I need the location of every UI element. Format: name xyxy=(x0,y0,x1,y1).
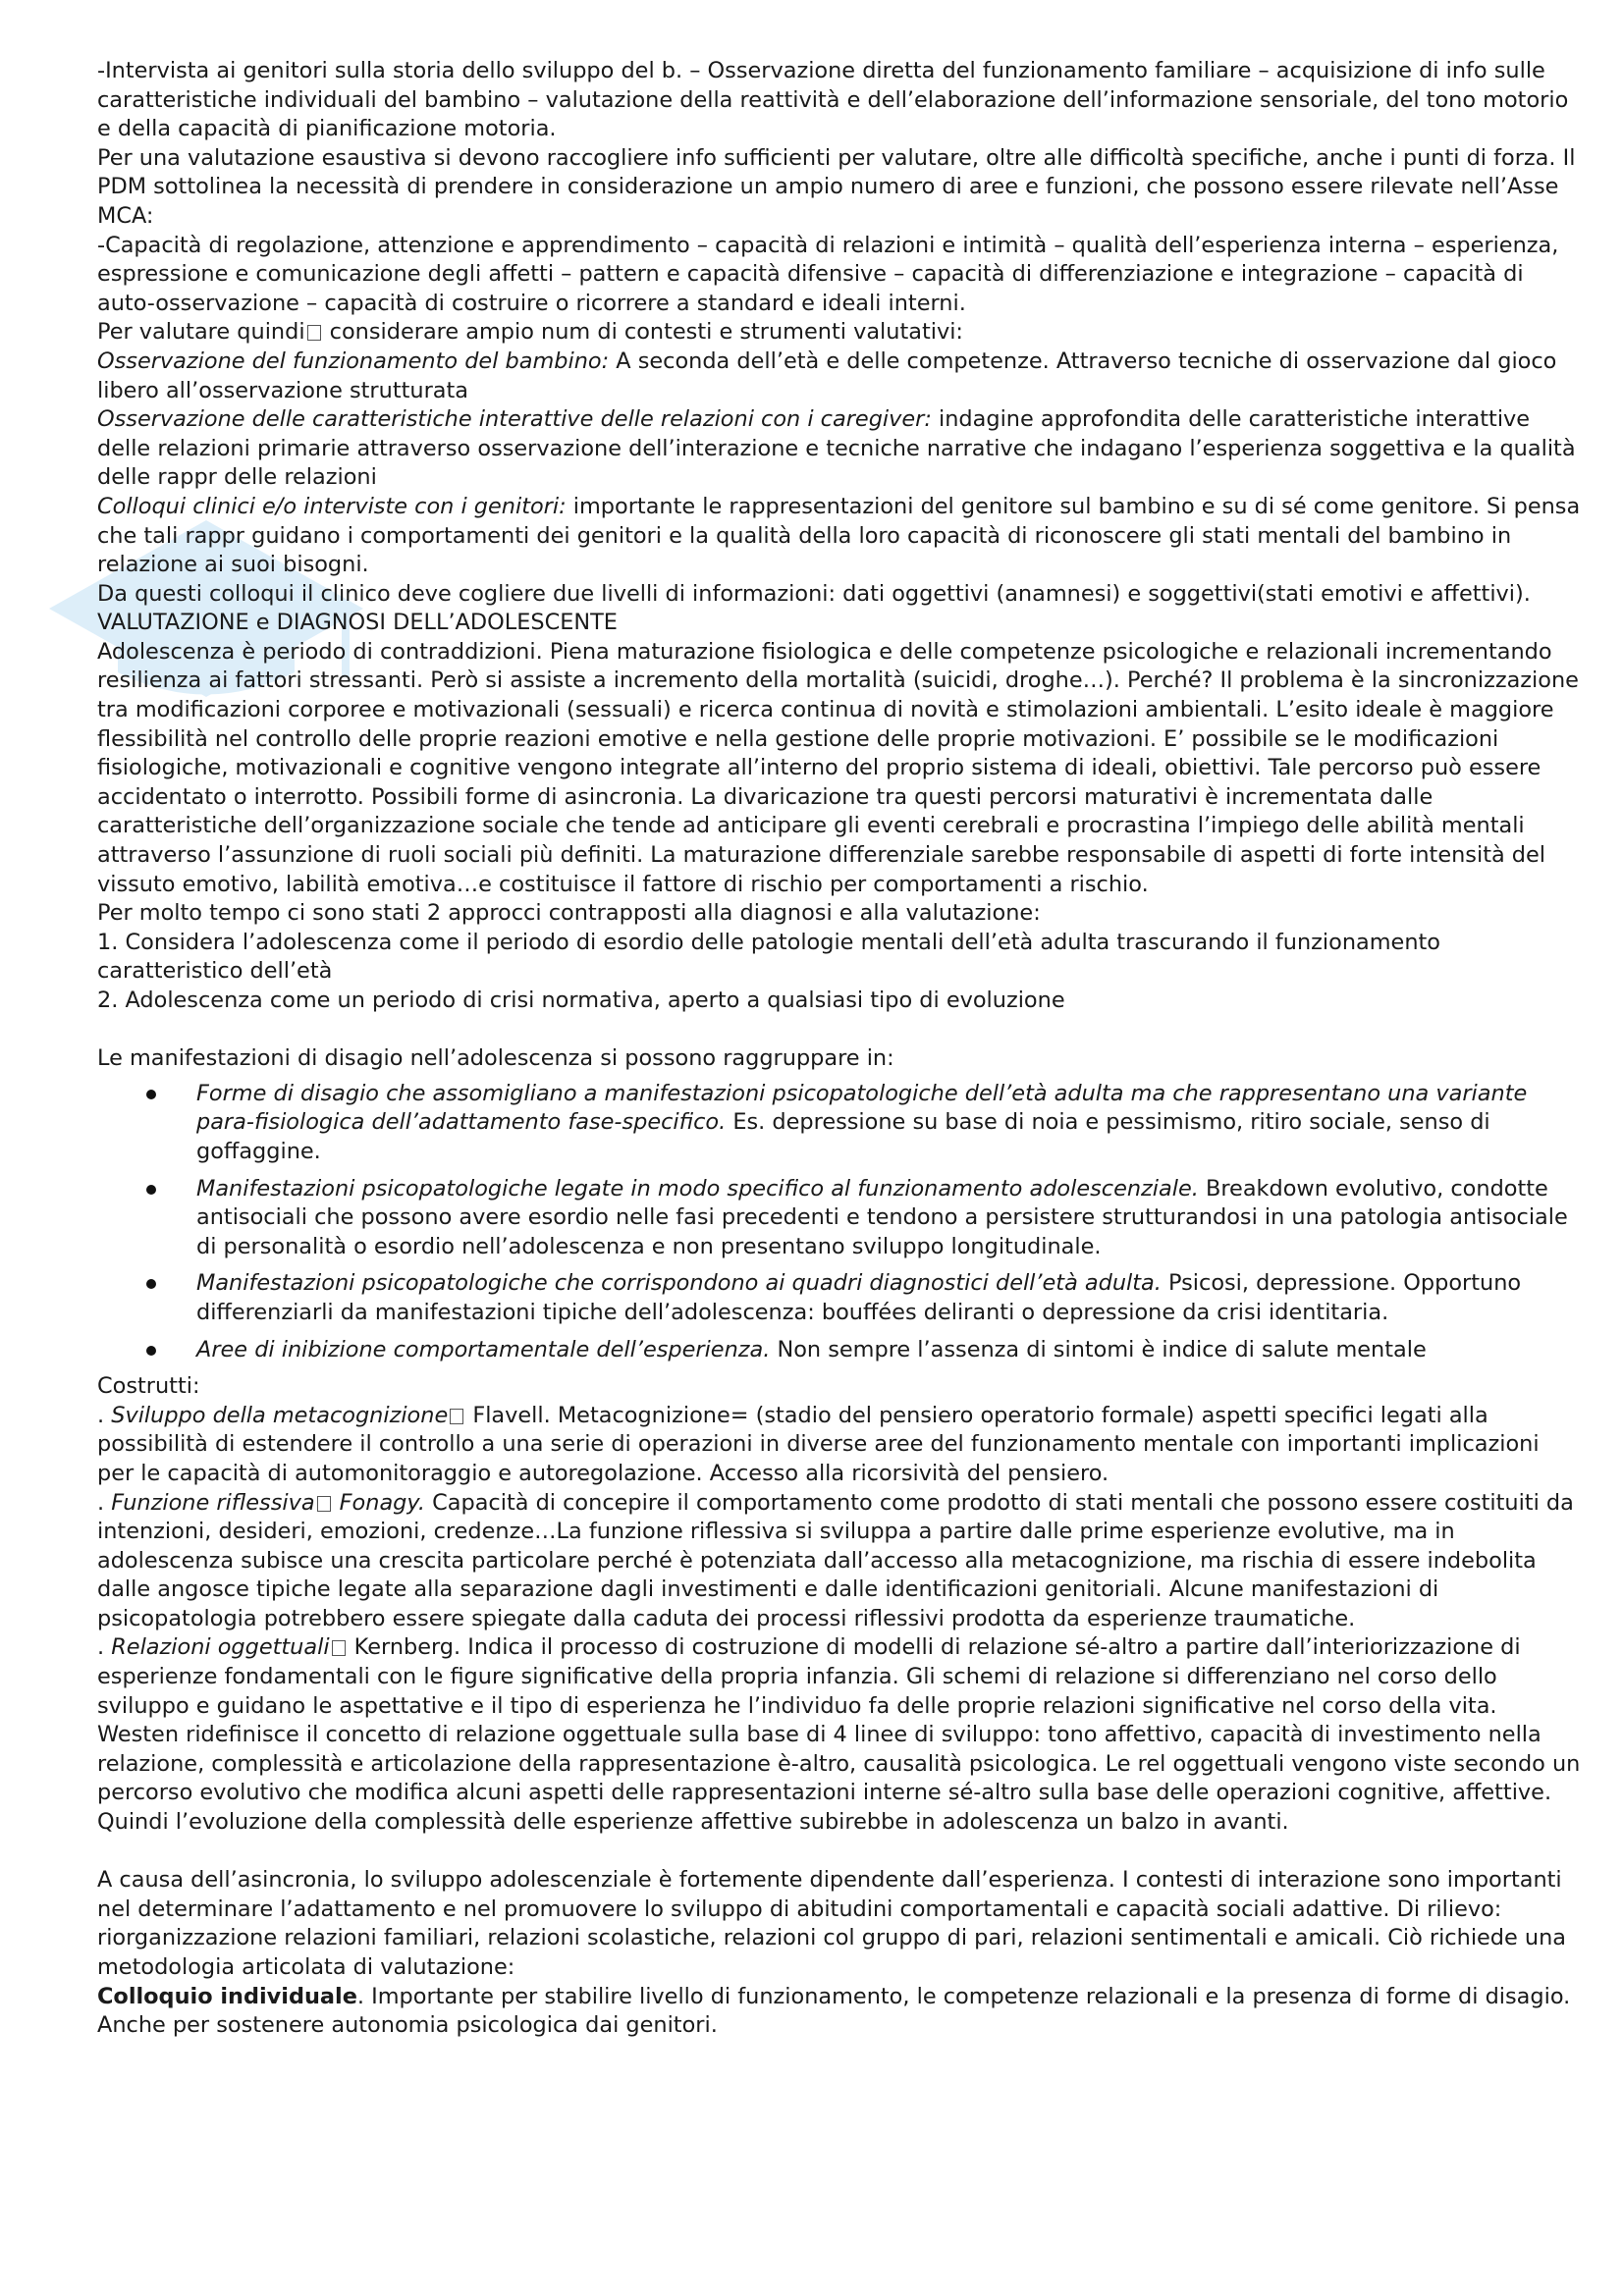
bullet-label: Forme di disagio che assomigliano a manifestazioni psicopatologiche dell’età adulta ma che rappresentano una variante para-fisiologica dell’adattamento fase-specifico. xyxy=(196,1080,1528,1136)
construct-prefix: . xyxy=(97,1634,112,1661)
missing-glyph-icon xyxy=(317,1496,331,1512)
bullet-text: Breakdown evolutivo, condotte antisociali che possono avere esordio nelle fasi precedenti e tendono a persistere strutturandosi in una patologia antisociale di personalità o esordio nell’adolescenza e non presentano sviluppo longitudinale. xyxy=(196,1175,1568,1259)
bullet-text: Psicosi, depressione. Opportuno differenziarli da manifestazioni tipiche dell’adolescenza: bouffées deliranti o depressione da crisi identitaria. xyxy=(196,1270,1522,1325)
list-item xyxy=(196,1269,1582,1327)
observation-text: A seconda dell’età e delle competenze. Attraverso tecniche di osservazione dal gioco libero all’osservazione strutturata xyxy=(97,347,1557,403)
paragraph: Costrutti: xyxy=(97,1373,200,1400)
construct-prefix: . xyxy=(97,1489,112,1516)
missing-glyph-icon xyxy=(307,325,321,341)
observation-text: indagine approfondita delle caratteristiche interattive delle relazioni primarie attraverso osservazione dell’interazione e tecniche narrative che indagano l’esperienza soggettiva e la qualità delle rappr delle relazioni xyxy=(97,406,1576,491)
bullet-icon xyxy=(146,1279,156,1289)
construct-author: Flavell. xyxy=(465,1402,551,1428)
final-text: . Importante per stabilire livello di funzionamento, le competenze relazionali e la presenza di forme di disagio. Anche per sostenere autonomia psicologica dai genitori. xyxy=(97,1983,1571,2039)
construct-author: Fonagy. xyxy=(332,1489,426,1516)
text-run: Per valutare quindi xyxy=(97,319,305,346)
final-label: Colloquio individuale xyxy=(97,1983,357,2009)
document-page xyxy=(97,57,1582,2041)
construct-author: Kernberg. xyxy=(347,1634,461,1661)
observation-item xyxy=(97,405,1582,493)
missing-glyph-icon xyxy=(332,1640,346,1656)
construct-item xyxy=(97,1402,1582,1489)
construct-label: Sviluppo della metacognizione xyxy=(111,1402,449,1428)
list-item xyxy=(196,1080,1582,1167)
paragraph: -Intervista ai genitori sulla storia dello sviluppo del b. – Osservazione diretta del funzionamento familiare – acquisizione di info sulle caratteristiche individuali del bambino – valutazione della reattività e dell’elaborazione dell’informazione sensoriale, del tono motorio e della capacità di pianificazione motoria. xyxy=(97,58,1569,142)
paragraph: Per una valutazione esaustiva si devono raccogliere info sufficienti per valutare, oltre alle difficoltà specifiche, anche i punti di forza. Il PDM sottolinea la necessità di prendere in considerazione un ampio numero di aree e funzioni, che possono essere rilevate nell’Asse MCA: xyxy=(97,144,1576,229)
list-item xyxy=(196,1175,1582,1262)
paragraph: Per molto tempo ci sono stati 2 approcci contrapposti alla diagnosi e alla valutazione: xyxy=(97,900,1041,927)
observation-item xyxy=(97,493,1582,580)
construct-prefix: . xyxy=(97,1402,112,1428)
paragraph: A causa dell’asincronia, lo sviluppo adolescenziale è fortemente dipendente dall’esperienza. I contesti di interazione sono importanti nel determinare l’adattamento e nel promuovere lo sviluppo di abitudini comportamentali e capacità sociali adattive. Di rilievo: riorganizzazione relazioni familiari, relazioni scolastiche, relazioni col gruppo di pari, relazioni sentimentali e amicali. Ciò richiede una metodologia articolata di valutazione: xyxy=(97,1867,1567,1980)
construct-item xyxy=(97,1489,1582,1634)
paragraph xyxy=(97,318,1582,347)
bullet-label: Manifestazioni psicopatologiche che corrispondono ai quadri diagnostici dell’età adulta. xyxy=(196,1270,1162,1297)
bullet-icon xyxy=(146,1090,156,1099)
observation-label: Osservazione delle caratteristiche interattive delle relazioni con i caregiver: xyxy=(97,406,932,433)
paragraph: Da questi colloqui il clinico deve cogliere due livelli di informazioni: dati oggettivi (anamnesi) e soggettivi(stati emotivi e affettivi). xyxy=(97,580,1531,607)
blank-line xyxy=(97,1016,1582,1045)
paragraph: -Capacità di regolazione, attenzione e apprendimento – capacità di relazioni e intimità – qualità dell’esperienza interna – esperienza, espressione e comunicazione degli affetti – pattern e capacità difensive – capacità di differenziazione e integrazione – capacità di auto-osservazione – capacità di costruire o ricorrere a standard e ideali interni. xyxy=(97,232,1559,316)
bullet-label: Manifestazioni psicopatologiche legate in modo specifico al funzionamento adolescenziale. xyxy=(196,1175,1199,1201)
observation-item xyxy=(97,347,1582,405)
bullet-text: Non sempre l’assenza di sintomi è indice di salute mentale xyxy=(770,1336,1427,1362)
construct-label: Relazioni oggettuali xyxy=(111,1634,330,1661)
observation-text: importante le rappresentazioni del genitore sul bambino e su di sé come genitore. Si pensa che tali rappr guidano i comportamenti dei genitori e la qualità della loro capacità di riconoscere gli stati mentali del bambino in relazione ai suoi bisogni. xyxy=(97,493,1581,578)
bullet-icon xyxy=(146,1346,156,1356)
missing-glyph-icon xyxy=(450,1409,463,1424)
construct-text: Metacognizione= (stadio del pensiero operatorio formale) aspetti specifici legati alla possibilità di estendere il controllo a una serie di operazioni in diverse aree del funzionamento mentale con importanti implicazioni per le capacità di automonitoraggio e autoregolazione. Accesso alla ricorsività del pensiero. xyxy=(97,1402,1540,1486)
observation-label: Colloqui clinici e/o interviste con i genitori: xyxy=(97,493,567,519)
text-run: considerare ampio num di contesti e strumenti valutativi: xyxy=(322,319,963,346)
observation-label: Osservazione del funzionamento del bambino: xyxy=(97,347,610,374)
paragraph: Adolescenza è periodo di contraddizioni. Piena maturazione fisiologica e delle competenze psicologiche e relazionali incrementando resilienza ai fattori stressanti. Però si assiste a incremento della mortalità (suicidi, droghe…). Perché? Il problema è la sincronizzazione tra modificazioni corporee e motivazionali (sessuali) e ricerca continua di novità e stimolazioni ambientali. L’esito ideale è maggiore flessibilità nel controllo delle proprie reazioni emotive e nella gestione delle proprie motivazioni. E’ possibile se le modificazioni fisiologiche, motivazionali e cognitive vengono integrate all’interno del proprio sistema di ideali, obiettivi. Tale percorso può essere accidentato o interrotto. Possibili forme di asincronia. La divaricazione tra questi percorsi maturativi è incrementata dalle caratteristiche dell’organizzazione sociale che tende ad anticipare gli eventi cerebrali e procrastina l’impiego delle abilità mentali attraverso l’assunzione di ruoli sociali più definiti. La maturazione differenziale sarebbe responsabile di aspetti di forte intensità del vissuto emotivo, labilità emotiva…e costituisce il fattore di rischio per comportamenti a rischio. xyxy=(97,638,1579,897)
construct-text: Indica il processo di costruzione di modelli di relazione sé-altro a partire dall’interiorizzazione di esperienze fondamentali con le figure significative della propria infanzia. Gli schemi di relazione si differenziano nel corso dello sviluppo e guidano le aspettative e il tipo di esperienza he l’individuo fa delle proprie relazioni significative nel corso della vita. Westen ridefinisce il concetto di relazione oggettuale sulla base di 4 linee di sviluppo: tono affettivo, capacità di investimento nella relazione, complessità e articolazione della rappresentazione è-altro, causalità psicologica. Le rel oggettuali vengono viste secondo un percorso evolutivo che modifica alcuni aspetti delle rappresentazioni interne sé-altro sulla base delle operazioni cognitive, affettive. Quindi l’evoluzione della complessità delle esperienze affettive subirebbe in adolescenza un balzo in avanti. xyxy=(97,1634,1581,1836)
construct-text: Capacità di concepire il comportamento come prodotto di stati mentali che possono essere costituiti da intenzioni, desideri, emozioni, credenze…La funzione riflessiva si sviluppa a partire dalle prime esperienze evolutive, ma in adolescenza subisce una crescita particolare perché è potenziata dall’accesso alla metacognizione, ma rischia di essere indebolita dalle angosce tipiche legate alla separazione dagli investimenti e dalle identificazioni genitoriali. Alcune manifestazioni di psicopatologia potrebbero essere spiegate dalla caduta dei processi riflessivi prodotta da esperienze traumatiche. xyxy=(97,1489,1574,1631)
paragraph: Le manifestazioni di disagio nell’adolescenza si possono raggruppare in: xyxy=(97,1045,894,1072)
bullet-list xyxy=(97,1080,1582,1364)
bullet-text: Es. depressione su base di noia e pessimismo, ritiro sociale, senso di goffaggine. xyxy=(196,1109,1490,1164)
section-heading: VALUTAZIONE e DIAGNOSI DELL’ADOLESCENTE xyxy=(97,610,618,636)
blank-line xyxy=(97,1838,1582,1867)
bullet-label: Aree di inibizione comportamentale dell’esperienza. xyxy=(196,1336,771,1362)
bullet-icon xyxy=(146,1185,156,1195)
numbered-item: 2. Adolescenza come un periodo di crisi normativa, aperto a qualsiasi tipo di evoluzione xyxy=(97,988,1065,1013)
numbered-item: 1. Considera l’adolescenza come il periodo di esordio delle patologie mentali dell’età adulta trascurando il funzionamento caratteristico dell’età xyxy=(97,929,1440,985)
list-item xyxy=(196,1336,1582,1365)
paragraph xyxy=(97,1983,1582,2041)
construct-item xyxy=(97,1633,1582,1837)
construct-label: Funzione riflessiva xyxy=(111,1489,315,1516)
